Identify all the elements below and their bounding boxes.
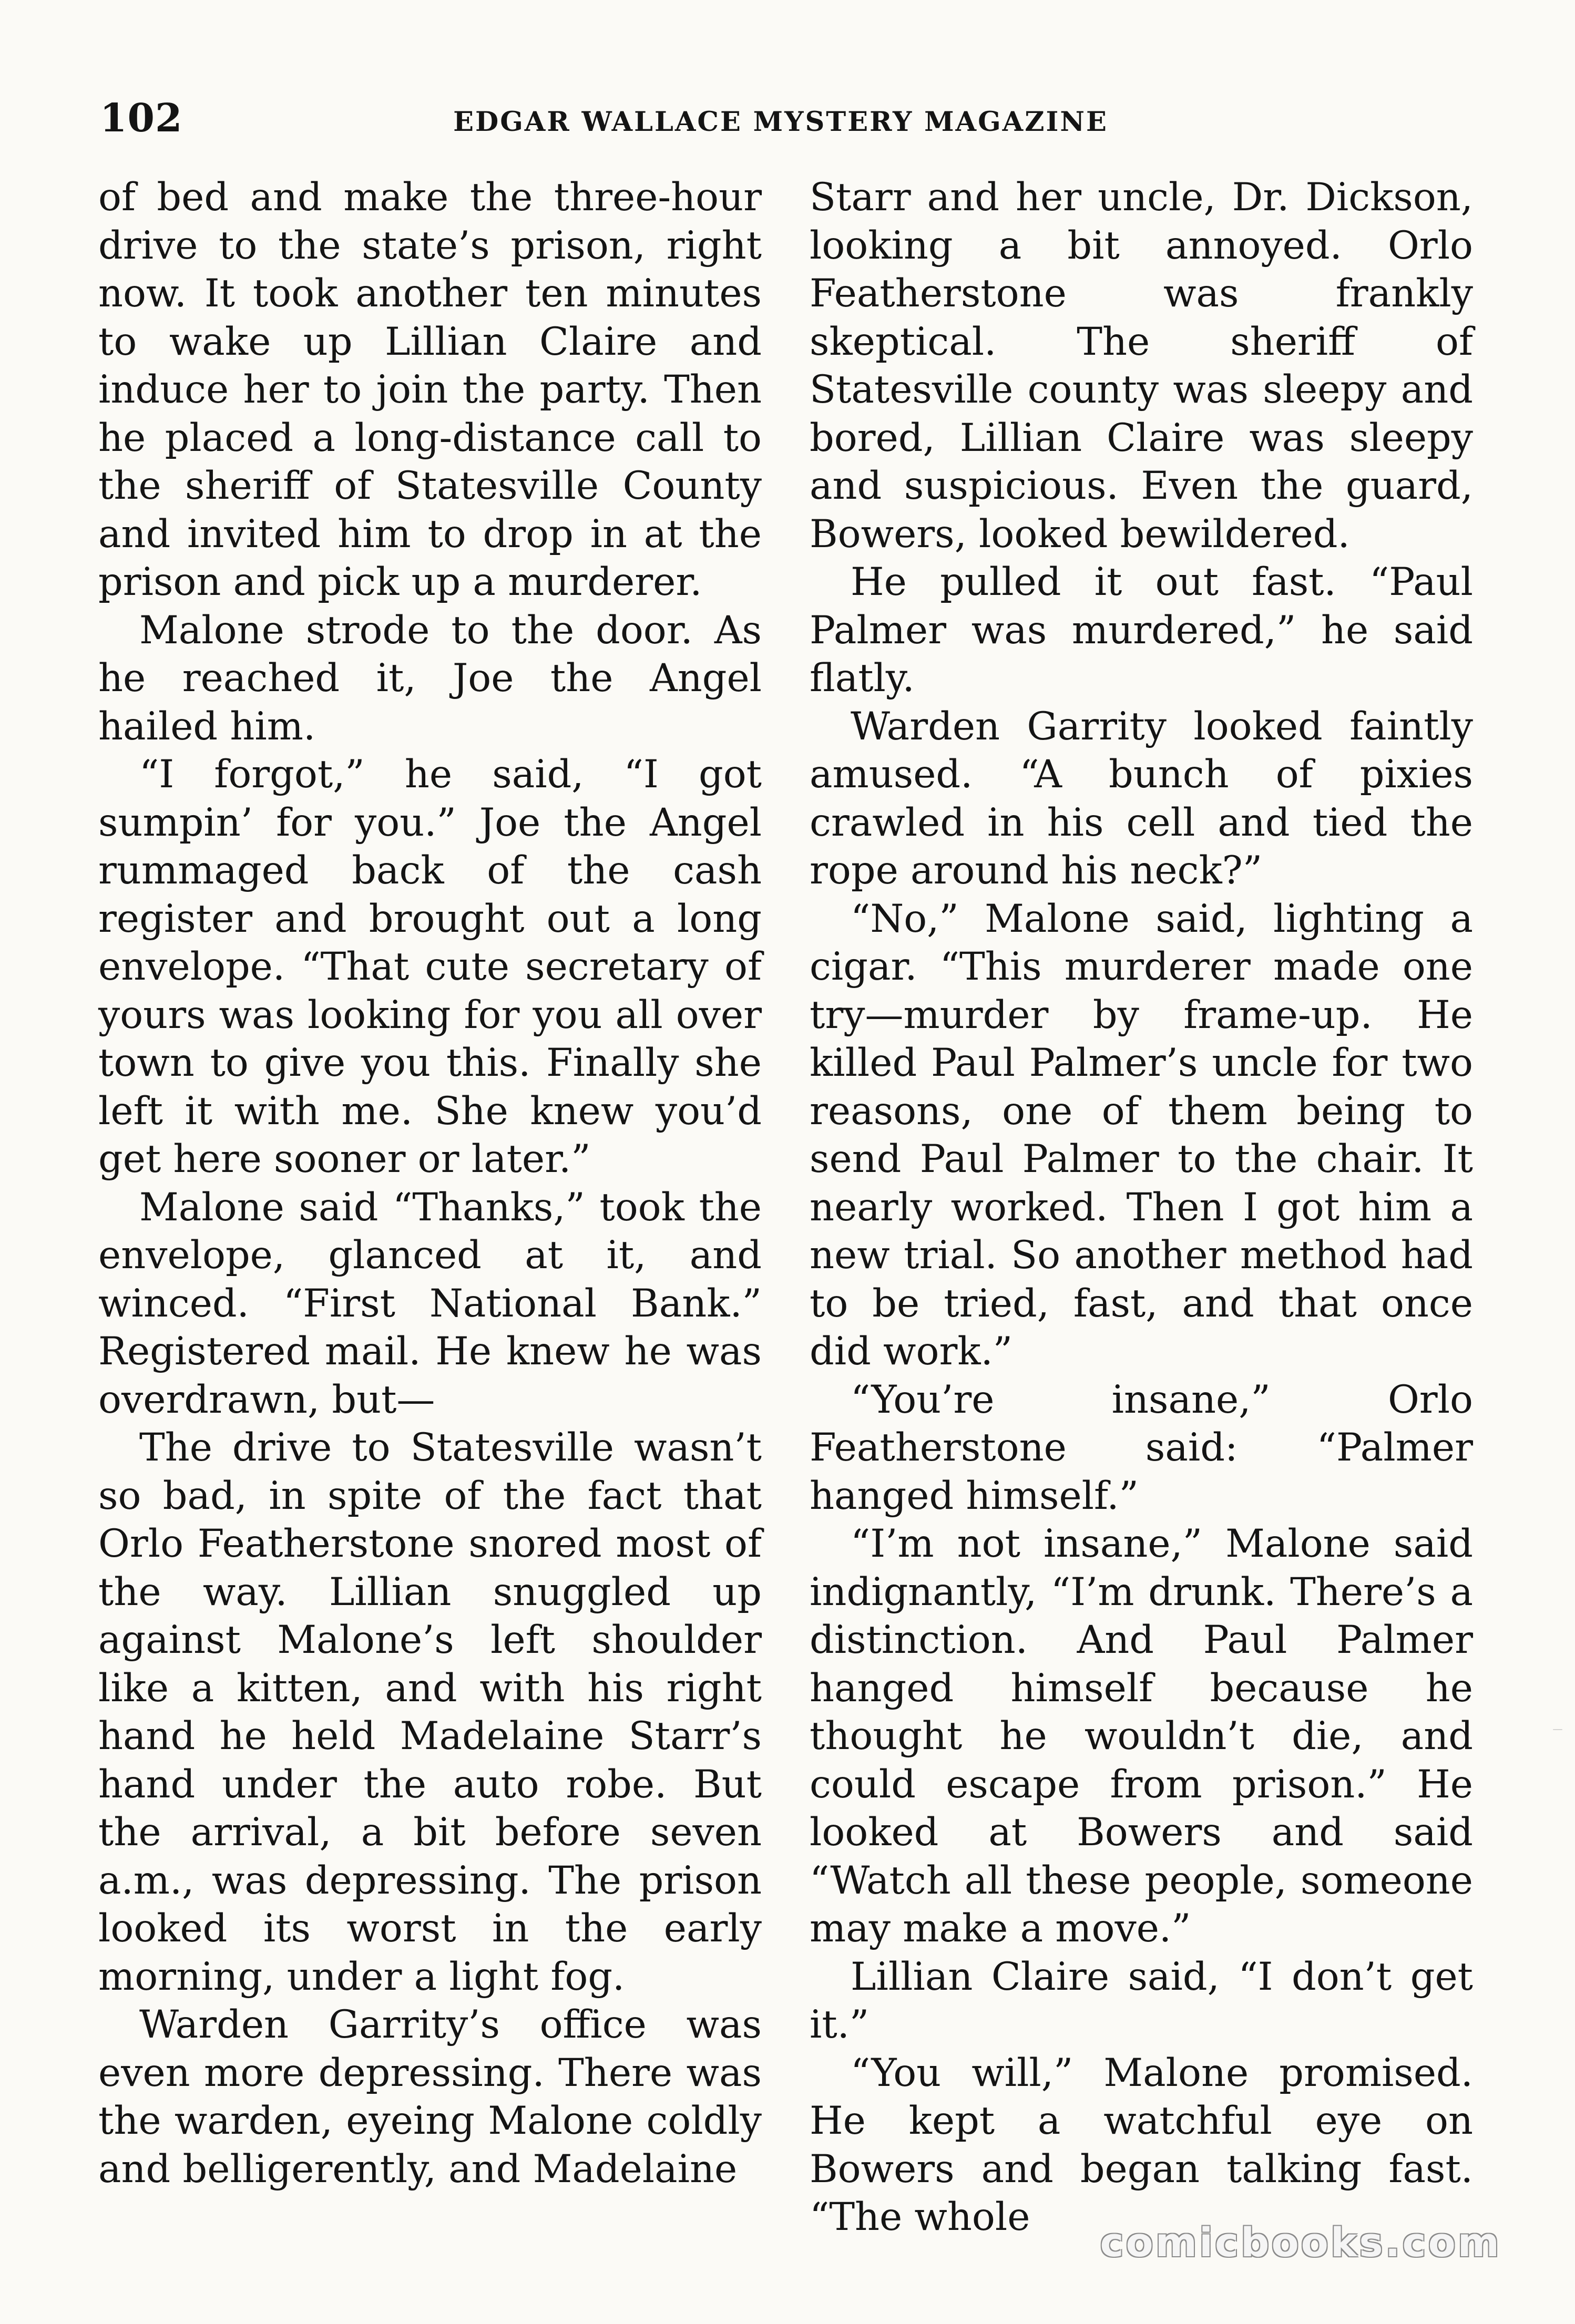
right-text-column [810,173,1473,2241]
paper-speck-mark [1553,1729,1562,1730]
left-paragraph-5: The drive to Statesville wasn’t so bad, in spite of the fact that Orlo Featherstone snored most of the way. Lillian snuggled up against Malone’s left shoulder like a kitten, and with his right hand he held Madelaine Starr’s hand under the auto robe. But the arrival, a bit before seven a.m., was depressing. The prison looked its worst in the early morning, under a light fog. [98,1425,762,1999]
running-head: EDGAR WALLACE MYSTERY MAGAZINE [453,106,1108,138]
right-paragraph-5: “You’re insane,” Orlo Featherstone said: “Palmer hanged himself.” [810,1377,1473,1518]
left-paragraph-4: Malone said “Thanks,” took the envelope, glanced at it, and winced. “First National Bank.” Registered mail. He knew he was overdrawn, but— [98,1185,762,1422]
left-text-column [98,173,762,2193]
right-paragraph-8: “You will,” Malone promised. He kept a watchful eye on Bowers and began talking fast. “The whole [810,2050,1473,2239]
left-paragraph-3: “I forgot,” he said, “I got sumpin’ for you.” Joe the Angel rummaged back of the cash register and brought out a long envelope. “That cute secretary of yours was looking for you all over town to give you this. Finally she left it with me. She knew you’d get here sooner or later.” [98,752,762,1181]
left-paragraph-1: of bed and make the three-hour drive to the state’s prison, right now. It took another ten minutes to wake up Lillian Claire and induce her to join the party. Then he placed a long-distance call to the sheriff of Statesville County and invited him to drop in at the prison and pick up a murderer. [98,175,762,604]
right-paragraph-7: Lillian Claire said, “I don’t get it.” [810,1954,1473,2047]
page-header [100,92,1477,150]
left-paragraph-2: Malone strode to the door. As he reached it, Joe the Angel hailed him. [98,608,762,749]
right-paragraph-1: Starr and her uncle, Dr. Dickson, looking a bit annoyed. Orlo Featherstone was frankly skeptical. The sheriff of Statesville county was sleepy and bored, Lillian Claire was sleepy and suspicious. Even the guard, Bowers, looked bewildered. [810,175,1473,557]
right-paragraph-6: “I’m not insane,” Malone said indignantly, “I’m drunk. There’s a distinction. And Paul Palmer hanged himself because he thought he wouldn’t die, and could escape from prison.” He looked at Bowers and said “Watch all these people, someone may make a move.” [810,1521,1473,1951]
right-paragraph-3: Warden Garrity looked faintly amused. “A bunch of pixies crawled in his cell and tied the rope around his neck?” [810,704,1473,893]
left-paragraph-6: Warden Garrity’s office was even more depressing. There was the warden, eyeing Malone coldly and belligerently, and Madelaine [98,2002,762,2192]
comicbooks-watermark: comicbooks.com [1100,2219,1501,2266]
right-paragraph-2: He pulled it out fast. “Paul Palmer was murdered,” he said flatly. [810,560,1473,701]
right-paragraph-4: “No,” Malone said, lighting a cigar. “This murderer made one try—murder by frame-up. He killed Paul Palmer’s uncle for two reasons, one of them being to send Paul Palmer to the chair. It nearly worked. Then I got him a new trial. So another method had to be tried, fast, and that once did work.” [810,896,1473,1374]
page-number: 102 [100,96,183,141]
